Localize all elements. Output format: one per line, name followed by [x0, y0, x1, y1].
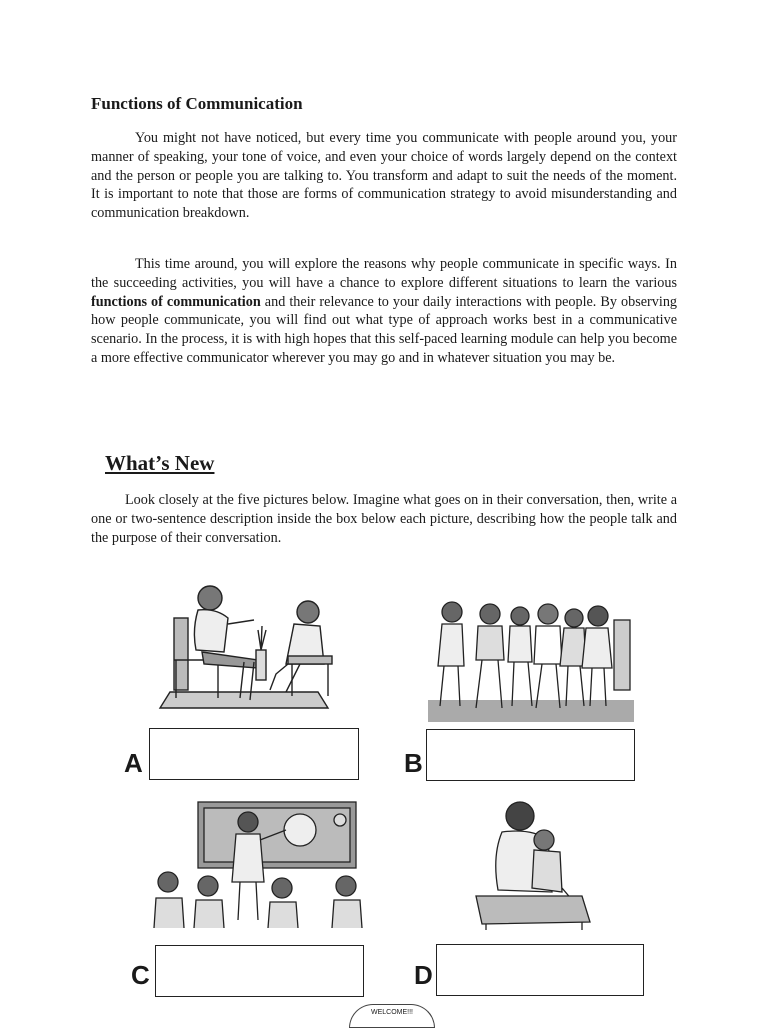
- welcome-sign-partial: WELCOME!!!: [349, 1004, 435, 1028]
- explore-paragraph: [91, 255, 677, 368]
- answer-box-c[interactable]: [155, 945, 364, 997]
- functions-keyword: functions of communication: [91, 293, 261, 310]
- teacher-and-class-illustration: [150, 800, 366, 928]
- picture-d-label: D: [414, 960, 433, 990]
- mother-hugging-child-illustration: [472, 796, 594, 930]
- picture-a-label: A: [124, 748, 143, 778]
- group-of-children-illustration: [428, 596, 634, 722]
- intro-paragraph-text: You might not have noticed, but every time you communicate with people around you, your manner of speaking, your tone of voice, and even your choice of words largely depend on the context and the person or people you are talking to. You transform and adapt to suit the needs of the moment. It is important to note that those are forms of communication strategy to avoid misunderstanding and communication breakdown.: [91, 130, 677, 222]
- instructions-paragraph: [91, 491, 677, 547]
- section-title: Functions of Communication: [91, 94, 303, 113]
- answer-box-b[interactable]: [426, 729, 635, 781]
- picture-b-label: B: [404, 748, 423, 778]
- answer-box-d[interactable]: [436, 944, 644, 996]
- whats-new-title: What’s New: [105, 451, 215, 475]
- instructions-text: Look closely at the five pictures below. Imagine what goes on in their conversation, then, write a one or two-sentence description inside the box below each picture, describing how the people talk and the purpose of their conversation.: [91, 492, 677, 546]
- picture-c-label: C: [131, 960, 150, 990]
- explore-text-after: and their relevance to your daily interactions with people. By observing how people communicate, you will find out what type of approach works best in a communicative scenario. In the process, it is with high hopes that this self-paced learning module can help you become a more effective communicator wherever you may go and in whatever situation you may be.: [91, 293, 678, 366]
- answer-box-a[interactable]: [149, 728, 359, 780]
- explore-text-before: This time around, you will explore the reasons why people communicate in specific ways. In the succeeding activities, you will have a chance to explore different situations to learn the various: [91, 256, 677, 291]
- two-women-talking-illustration: [158, 580, 338, 718]
- intro-paragraph: [91, 129, 677, 223]
